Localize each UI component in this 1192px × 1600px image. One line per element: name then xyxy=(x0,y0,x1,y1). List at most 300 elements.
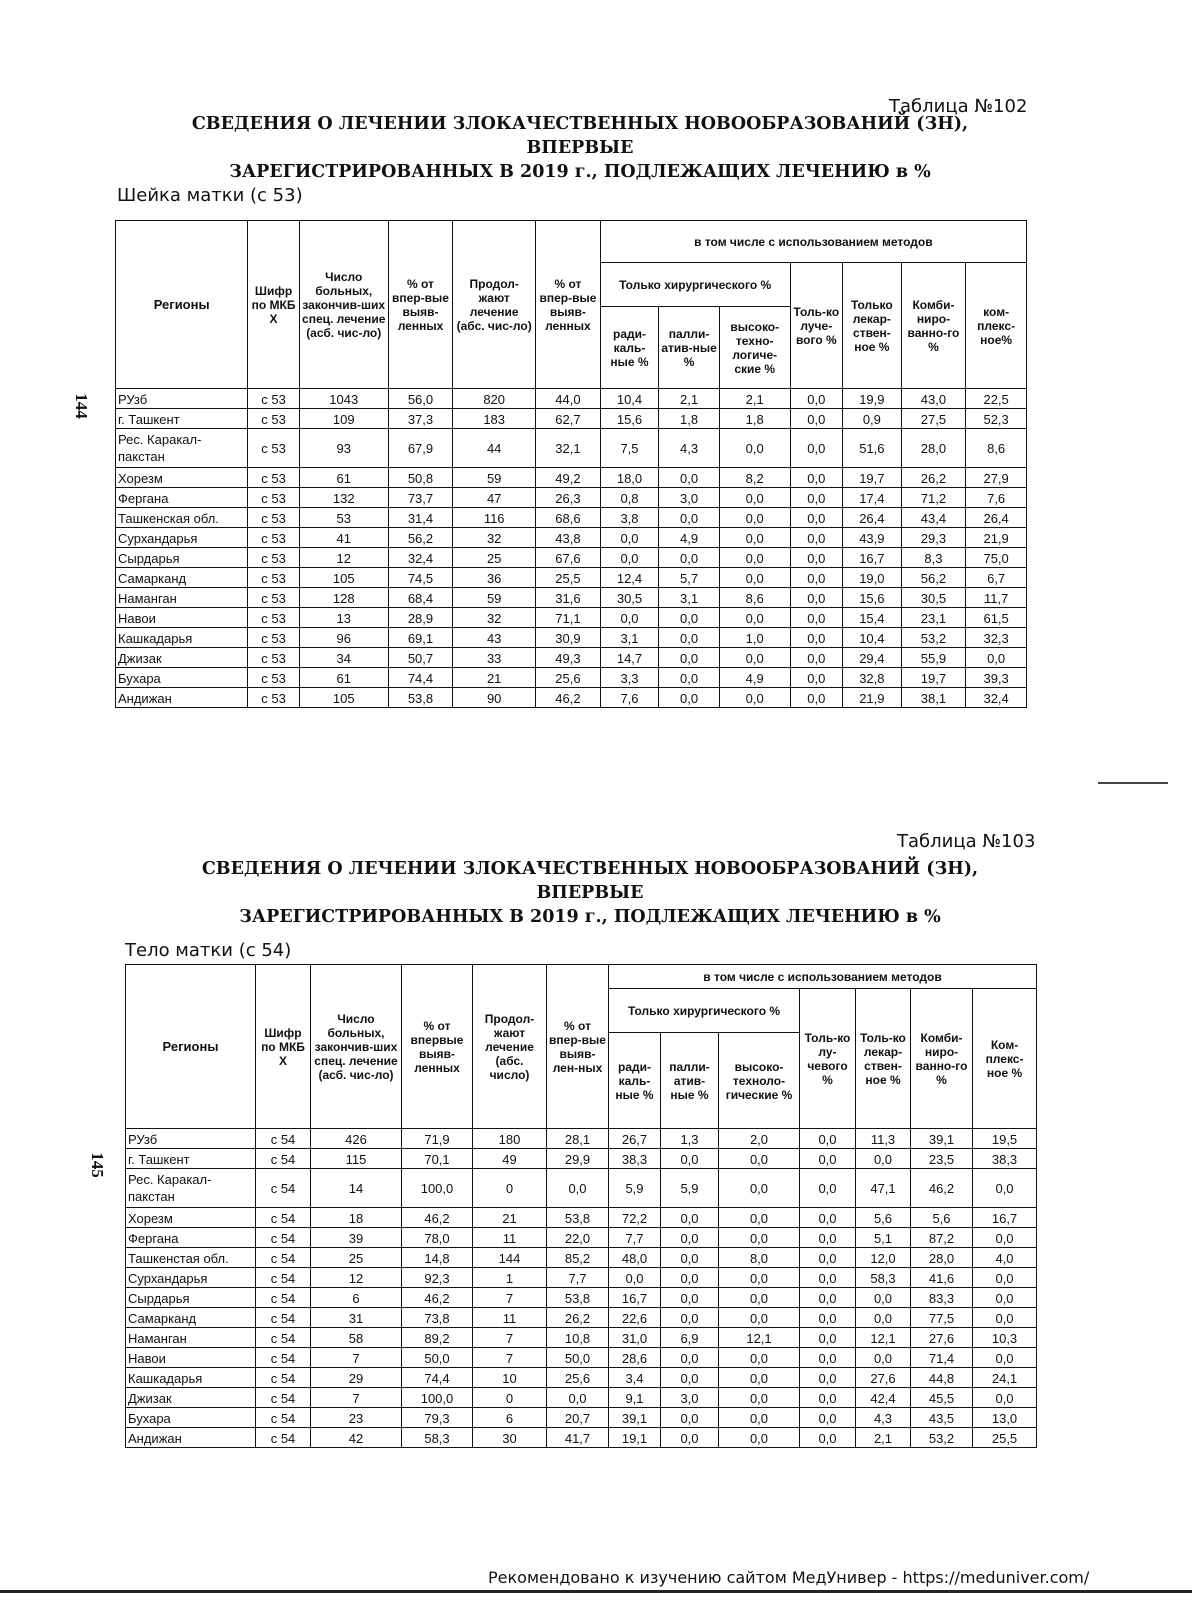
value-cell: 25,6 xyxy=(547,1368,609,1388)
value-cell: 820 xyxy=(453,389,536,409)
value-cell: 144 xyxy=(473,1248,547,1268)
value-cell: 0,0 xyxy=(661,1228,719,1248)
value-cell: 28,9 xyxy=(388,608,453,628)
value-cell: 0,0 xyxy=(973,1228,1037,1248)
code-cell: с 54 xyxy=(256,1428,311,1448)
value-cell: 9,1 xyxy=(609,1388,661,1408)
region-cell: Рес. Каракал-пакстан xyxy=(116,429,248,468)
code-cell: с 54 xyxy=(256,1368,311,1388)
value-cell: 0,0 xyxy=(719,1228,800,1248)
value-cell: 21,9 xyxy=(843,688,902,708)
table-row xyxy=(126,1428,1037,1448)
header-pct-first-2: % от впер-вые выяв-лен-ных xyxy=(547,965,609,1129)
value-cell: 0,0 xyxy=(719,1368,800,1388)
value-cell: 29,9 xyxy=(547,1149,609,1169)
value-cell: 5,1 xyxy=(856,1228,911,1248)
value-cell: 6,9 xyxy=(661,1328,719,1348)
value-cell: 0,0 xyxy=(661,1268,719,1288)
table-row xyxy=(126,1129,1037,1149)
value-cell: 32,8 xyxy=(843,668,902,688)
value-cell: 38,3 xyxy=(609,1149,661,1169)
value-cell: 31,6 xyxy=(536,588,601,608)
region-cell: Рес. Каракал-пакстан xyxy=(126,1169,256,1208)
value-cell: 12 xyxy=(299,548,388,568)
value-cell: 79,3 xyxy=(402,1408,473,1428)
value-cell: 0,0 xyxy=(659,648,720,668)
value-cell: 8,6 xyxy=(719,588,790,608)
value-cell: 71,4 xyxy=(911,1348,973,1368)
region-cell: РУзб xyxy=(126,1129,256,1149)
header-radical: ради-каль-ные % xyxy=(600,307,659,389)
value-cell: 27,5 xyxy=(901,409,966,429)
value-cell: 22,0 xyxy=(547,1228,609,1248)
table-row xyxy=(116,588,1027,608)
table-row xyxy=(116,429,1027,468)
value-cell: 0,0 xyxy=(790,668,843,688)
footer-note: Рекомендовано к изучению сайтом МедУнивер - https://meduniver.com/ xyxy=(488,1568,1090,1587)
table-number: Таблица №102 xyxy=(889,96,1028,117)
value-cell: 4,3 xyxy=(856,1408,911,1428)
region-cell: Наманган xyxy=(116,588,248,608)
value-cell: 15,4 xyxy=(843,608,902,628)
value-cell: 30,5 xyxy=(600,588,659,608)
header-combined: Комби-ниро-ванно-го % xyxy=(901,263,966,389)
table-row xyxy=(116,568,1027,588)
value-cell: 58,3 xyxy=(402,1428,473,1448)
region-cell: Навои xyxy=(116,608,248,628)
value-cell: 31,4 xyxy=(388,508,453,528)
value-cell: 6 xyxy=(311,1288,402,1308)
value-cell: 49 xyxy=(473,1149,547,1169)
code-cell: с 54 xyxy=(256,1388,311,1408)
value-cell: 62,7 xyxy=(536,409,601,429)
value-cell: 7 xyxy=(473,1348,547,1368)
header-palliative: палли-атив-ные % xyxy=(661,1033,719,1129)
code-cell: с 53 xyxy=(248,688,300,708)
region-cell: Фергана xyxy=(126,1228,256,1248)
value-cell: 21 xyxy=(453,668,536,688)
value-cell: 59 xyxy=(453,588,536,608)
value-cell: 49,2 xyxy=(536,468,601,488)
value-cell: 0,0 xyxy=(719,508,790,528)
value-cell: 1,8 xyxy=(659,409,720,429)
table-title xyxy=(150,857,1030,929)
value-cell: 19,5 xyxy=(973,1129,1037,1149)
value-cell: 0,0 xyxy=(661,1288,719,1308)
value-cell: 8,3 xyxy=(901,548,966,568)
value-cell: 32,4 xyxy=(388,548,453,568)
table-subtitle: Тело матки (с 54) xyxy=(125,940,292,961)
header-surgical: Только хирургического % xyxy=(600,263,790,307)
code-cell: с 53 xyxy=(248,488,300,508)
value-cell: 23 xyxy=(311,1408,402,1428)
value-cell: 0,0 xyxy=(659,608,720,628)
table-row xyxy=(116,468,1027,488)
code-cell: с 54 xyxy=(256,1408,311,1428)
value-cell: 31,0 xyxy=(609,1328,661,1348)
header-complex: Ком-плекс-ное % xyxy=(973,989,1037,1129)
value-cell: 7,7 xyxy=(609,1228,661,1248)
value-cell: 0,0 xyxy=(800,1228,856,1248)
value-cell: 53 xyxy=(299,508,388,528)
value-cell: 8,2 xyxy=(719,468,790,488)
value-cell: 50,7 xyxy=(388,648,453,668)
value-cell: 74,4 xyxy=(388,668,453,688)
table-row xyxy=(126,1368,1037,1388)
value-cell: 29 xyxy=(311,1368,402,1388)
table-row xyxy=(126,1328,1037,1348)
value-cell: 27,9 xyxy=(966,468,1027,488)
header-radical: ради-каль-ные % xyxy=(609,1033,661,1129)
code-cell: с 54 xyxy=(256,1308,311,1328)
value-cell: 58,3 xyxy=(856,1268,911,1288)
value-cell: 0,0 xyxy=(659,668,720,688)
value-cell: 0,0 xyxy=(661,1428,719,1448)
value-cell: 26,2 xyxy=(901,468,966,488)
table-row xyxy=(126,1208,1037,1228)
code-cell: с 53 xyxy=(248,548,300,568)
value-cell: 12,1 xyxy=(856,1328,911,1348)
value-cell: 7 xyxy=(311,1388,402,1408)
value-cell: 42,4 xyxy=(856,1388,911,1408)
value-cell: 180 xyxy=(473,1129,547,1149)
header-continue: Продол-жают лечение (абс. число) xyxy=(473,965,547,1129)
value-cell: 0,0 xyxy=(800,1169,856,1208)
table-row xyxy=(116,488,1027,508)
region-cell: Хорезм xyxy=(126,1208,256,1228)
header-hightech: высоко-техно-логиче-ские % xyxy=(719,307,790,389)
value-cell: 0,0 xyxy=(856,1348,911,1368)
table-row xyxy=(126,1149,1037,1169)
value-cell: 47,1 xyxy=(856,1169,911,1208)
value-cell: 105 xyxy=(299,688,388,708)
value-cell: 0,0 xyxy=(790,608,843,628)
value-cell: 50,0 xyxy=(402,1348,473,1368)
value-cell: 0,0 xyxy=(800,1268,856,1288)
value-cell: 16,7 xyxy=(609,1288,661,1308)
value-cell: 2,1 xyxy=(719,389,790,409)
value-cell: 0,0 xyxy=(800,1328,856,1348)
value-cell: 0,0 xyxy=(719,1408,800,1428)
region-cell: г. Ташкент xyxy=(126,1149,256,1169)
value-cell: 28,1 xyxy=(547,1129,609,1149)
value-cell: 32 xyxy=(453,608,536,628)
region-cell: Сырдарья xyxy=(126,1288,256,1308)
value-cell: 1043 xyxy=(299,389,388,409)
header-palliative: палли-атив-ные % xyxy=(659,307,720,389)
value-cell: 28,0 xyxy=(901,429,966,468)
header-pct-first-2: % от впер-вые выяв-ленных xyxy=(536,221,601,389)
table-row xyxy=(116,628,1027,648)
value-cell: 12 xyxy=(311,1268,402,1288)
value-cell: 23,5 xyxy=(911,1149,973,1169)
region-cell: Бухара xyxy=(116,668,248,688)
value-cell: 0,0 xyxy=(790,628,843,648)
value-cell: 0,0 xyxy=(719,528,790,548)
value-cell: 0,0 xyxy=(800,1129,856,1149)
header-drug: Только лекар-ствен-ное % xyxy=(843,263,902,389)
table-number: Таблица №103 xyxy=(897,831,1036,852)
value-cell: 56,2 xyxy=(901,568,966,588)
value-cell: 37,3 xyxy=(388,409,453,429)
value-cell: 24,1 xyxy=(973,1368,1037,1388)
value-cell: 87,2 xyxy=(911,1228,973,1248)
header-count: Число больных, закончив-ших спец. лечение (асб. чис-ло) xyxy=(311,965,402,1129)
value-cell: 61 xyxy=(299,468,388,488)
value-cell: 19,9 xyxy=(843,389,902,409)
value-cell: 0,0 xyxy=(800,1408,856,1428)
value-cell: 71,9 xyxy=(402,1129,473,1149)
value-cell: 7,6 xyxy=(966,488,1027,508)
page-number: 144 xyxy=(71,393,91,419)
header-combined: Комби-ниро-ванно-го % xyxy=(911,989,973,1129)
value-cell: 0,0 xyxy=(800,1248,856,1268)
value-cell: 0,0 xyxy=(800,1208,856,1228)
code-cell: с 53 xyxy=(248,608,300,628)
value-cell: 53,8 xyxy=(547,1208,609,1228)
value-cell: 1,3 xyxy=(661,1129,719,1149)
code-cell: с 53 xyxy=(248,628,300,648)
value-cell: 43,0 xyxy=(901,389,966,409)
value-cell: 0,0 xyxy=(661,1368,719,1388)
value-cell: 15,6 xyxy=(843,588,902,608)
code-cell: с 54 xyxy=(256,1129,311,1149)
value-cell: 128 xyxy=(299,588,388,608)
value-cell: 32,1 xyxy=(536,429,601,468)
value-cell: 44,8 xyxy=(911,1368,973,1388)
code-cell: с 54 xyxy=(256,1149,311,1169)
value-cell: 43,5 xyxy=(911,1408,973,1428)
value-cell: 29,3 xyxy=(901,528,966,548)
value-cell: 0,0 xyxy=(790,508,843,528)
value-cell: 39,1 xyxy=(911,1129,973,1149)
value-cell: 69,1 xyxy=(388,628,453,648)
value-cell: 0,0 xyxy=(719,1428,800,1448)
header-code: Шифр по МКБ X xyxy=(256,965,311,1129)
value-cell: 27,6 xyxy=(911,1328,973,1348)
value-cell: 32,4 xyxy=(966,688,1027,708)
value-cell: 93 xyxy=(299,429,388,468)
value-cell: 55,9 xyxy=(901,648,966,668)
scan-mark xyxy=(1098,782,1168,784)
value-cell: 39,3 xyxy=(966,668,1027,688)
region-cell: Кашкадарья xyxy=(116,628,248,648)
code-cell: с 54 xyxy=(256,1228,311,1248)
value-cell: 26,7 xyxy=(609,1129,661,1149)
value-cell: 0,0 xyxy=(719,548,790,568)
value-cell: 0,0 xyxy=(547,1388,609,1408)
table-row xyxy=(126,1288,1037,1308)
value-cell: 0,0 xyxy=(609,1268,661,1288)
value-cell: 19,0 xyxy=(843,568,902,588)
value-cell: 89,2 xyxy=(402,1328,473,1348)
value-cell: 0,0 xyxy=(659,548,720,568)
value-cell: 0,0 xyxy=(719,1388,800,1408)
value-cell: 22,5 xyxy=(966,389,1027,409)
region-cell: Навои xyxy=(126,1348,256,1368)
value-cell: 58 xyxy=(311,1328,402,1348)
value-cell: 0,0 xyxy=(856,1308,911,1328)
value-cell: 3,4 xyxy=(609,1368,661,1388)
value-cell: 3,3 xyxy=(600,668,659,688)
value-cell: 0,0 xyxy=(547,1169,609,1208)
table-title-line: СВЕДЕНИЯ О ЛЕЧЕНИИ ЗЛОКАЧЕСТВЕННЫХ НОВООБРАЗОВАНИЙ (ЗН), ВПЕРВЫЕ xyxy=(201,859,979,903)
value-cell: 0,0 xyxy=(966,648,1027,668)
region-cell: Кашкадарья xyxy=(126,1368,256,1388)
value-cell: 28,0 xyxy=(911,1248,973,1268)
value-cell: 6 xyxy=(473,1408,547,1428)
value-cell: 10 xyxy=(473,1368,547,1388)
value-cell: 23,1 xyxy=(901,608,966,628)
region-cell: Хорезм xyxy=(116,468,248,488)
value-cell: 0,0 xyxy=(719,1268,800,1288)
value-cell: 8,6 xyxy=(966,429,1027,468)
value-cell: 0,9 xyxy=(843,409,902,429)
value-cell: 0,0 xyxy=(790,688,843,708)
value-cell: 22,6 xyxy=(609,1308,661,1328)
value-cell: 0,0 xyxy=(790,568,843,588)
value-cell: 0,0 xyxy=(719,608,790,628)
value-cell: 132 xyxy=(299,488,388,508)
value-cell: 17,4 xyxy=(843,488,902,508)
value-cell: 0,0 xyxy=(790,429,843,468)
value-cell: 3,1 xyxy=(600,628,659,648)
value-cell: 0,0 xyxy=(719,648,790,668)
value-cell: 0,0 xyxy=(659,688,720,708)
value-cell: 0,0 xyxy=(600,608,659,628)
table-row xyxy=(116,548,1027,568)
value-cell: 14,8 xyxy=(402,1248,473,1268)
value-cell: 10,4 xyxy=(843,628,902,648)
value-cell: 5,9 xyxy=(661,1169,719,1208)
header-region: Регионы xyxy=(126,965,256,1129)
value-cell: 83,3 xyxy=(911,1288,973,1308)
value-cell: 2,0 xyxy=(719,1129,800,1149)
value-cell: 5,7 xyxy=(659,568,720,588)
value-cell: 41 xyxy=(299,528,388,548)
table-row xyxy=(116,389,1027,409)
value-cell: 27,6 xyxy=(856,1368,911,1388)
value-cell: 46,2 xyxy=(402,1208,473,1228)
header-methods: в том числе с использованием методов xyxy=(600,221,1026,263)
value-cell: 0,0 xyxy=(973,1308,1037,1328)
value-cell: 0,0 xyxy=(790,409,843,429)
value-cell: 0,0 xyxy=(661,1348,719,1368)
value-cell: 29,4 xyxy=(843,648,902,668)
value-cell: 30,5 xyxy=(901,588,966,608)
value-cell: 67,9 xyxy=(388,429,453,468)
header-radiation: Толь-ко луче-вого % xyxy=(790,263,843,389)
code-cell: с 54 xyxy=(256,1268,311,1288)
value-cell: 7 xyxy=(473,1328,547,1348)
header-pct-first: % от впер-вые выяв-ленных xyxy=(388,221,453,389)
value-cell: 38,1 xyxy=(901,688,966,708)
table-row xyxy=(126,1348,1037,1368)
data-table xyxy=(125,964,1037,1448)
table-row xyxy=(116,508,1027,528)
code-cell: с 53 xyxy=(248,568,300,588)
value-cell: 77,5 xyxy=(911,1308,973,1328)
table-row xyxy=(116,688,1027,708)
value-cell: 4,3 xyxy=(659,429,720,468)
value-cell: 0,0 xyxy=(661,1248,719,1268)
value-cell: 25,6 xyxy=(536,668,601,688)
value-cell: 56,0 xyxy=(388,389,453,409)
value-cell: 53,2 xyxy=(911,1428,973,1448)
value-cell: 26,2 xyxy=(547,1308,609,1328)
value-cell: 11,3 xyxy=(856,1129,911,1149)
table-title xyxy=(140,112,1020,184)
header-region: Регионы xyxy=(116,221,248,389)
code-cell: с 53 xyxy=(248,508,300,528)
value-cell: 0,0 xyxy=(659,628,720,648)
value-cell: 4,9 xyxy=(659,528,720,548)
code-cell: с 53 xyxy=(248,648,300,668)
header-surgical: Только хирургического % xyxy=(609,989,800,1033)
region-cell: Фергана xyxy=(116,488,248,508)
value-cell: 5,6 xyxy=(911,1208,973,1228)
value-cell: 100,0 xyxy=(402,1169,473,1208)
code-cell: с 54 xyxy=(256,1348,311,1368)
value-cell: 33 xyxy=(453,648,536,668)
value-cell: 0,0 xyxy=(973,1288,1037,1308)
value-cell: 34 xyxy=(299,648,388,668)
region-cell: Сурхандарья xyxy=(116,528,248,548)
value-cell: 3,1 xyxy=(659,588,720,608)
value-cell: 43 xyxy=(453,628,536,648)
value-cell: 183 xyxy=(453,409,536,429)
region-cell: Джизак xyxy=(126,1388,256,1408)
value-cell: 7,6 xyxy=(600,688,659,708)
value-cell: 42 xyxy=(311,1428,402,1448)
data-table xyxy=(115,220,1027,708)
region-cell: Бухара xyxy=(126,1408,256,1428)
region-cell: г. Ташкент xyxy=(116,409,248,429)
header-count: Число больных, закончив-ших спец. лечение (асб. чис-ло) xyxy=(299,221,388,389)
header-methods: в том числе с использованием методов xyxy=(609,965,1037,989)
code-cell: с 53 xyxy=(248,588,300,608)
region-cell: Сырдарья xyxy=(116,548,248,568)
code-cell: с 53 xyxy=(248,429,300,468)
header-continue: Продол-жают лечение (абс. чис-ло) xyxy=(453,221,536,389)
value-cell: 0,0 xyxy=(800,1288,856,1308)
value-cell: 7,5 xyxy=(600,429,659,468)
region-cell: Джизак xyxy=(116,648,248,668)
value-cell: 45,5 xyxy=(911,1388,973,1408)
table-row xyxy=(116,528,1027,548)
code-cell: с 53 xyxy=(248,668,300,688)
table-row xyxy=(126,1248,1037,1268)
value-cell: 0,0 xyxy=(600,548,659,568)
value-cell: 61 xyxy=(299,668,388,688)
value-cell: 50,0 xyxy=(547,1348,609,1368)
value-cell: 43,8 xyxy=(536,528,601,548)
value-cell: 0,0 xyxy=(790,528,843,548)
region-cell: Андижан xyxy=(126,1428,256,1448)
value-cell: 39,1 xyxy=(609,1408,661,1428)
value-cell: 7 xyxy=(473,1288,547,1308)
value-cell: 43,9 xyxy=(843,528,902,548)
value-cell: 46,2 xyxy=(911,1169,973,1208)
value-cell: 11 xyxy=(473,1308,547,1328)
table-row xyxy=(116,648,1027,668)
header-drug: Толь-ко лекар-ствен-ное % xyxy=(856,989,911,1129)
value-cell: 15,6 xyxy=(600,409,659,429)
table-subtitle: Шейка матки (с 53) xyxy=(117,185,303,206)
value-cell: 31 xyxy=(311,1308,402,1328)
value-cell: 0,0 xyxy=(973,1388,1037,1408)
value-cell: 0,0 xyxy=(661,1149,719,1169)
